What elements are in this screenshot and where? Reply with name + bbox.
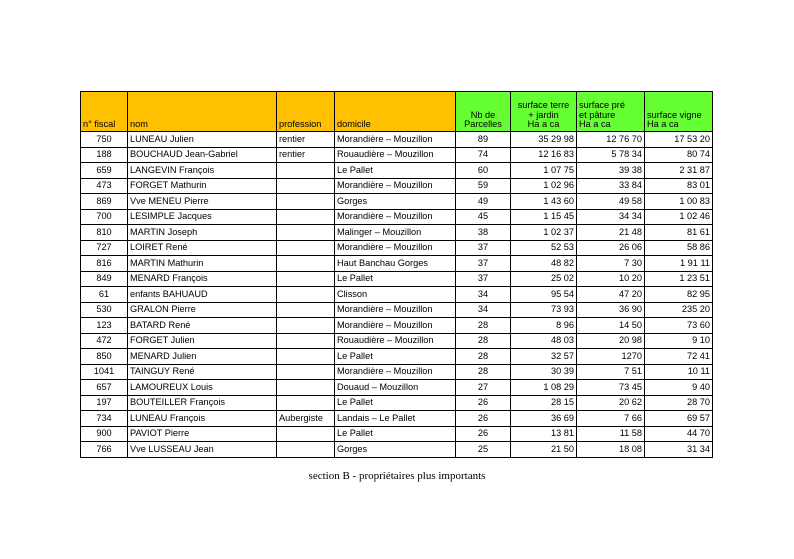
cell-surface-terre: 1 07 75 [511,163,577,179]
cell-fiscal: 657 [81,380,128,396]
cell-surface-vigne: 235 20 [645,302,713,318]
cell-domicile: Morandière – Mouzillon [335,178,456,194]
header-pre-line: et pâture [579,109,616,120]
cell-fiscal: 849 [81,271,128,287]
cell-nom: BOUCHAUD Jean-Gabriel [128,147,277,163]
cell-fiscal: 734 [81,411,128,427]
cell-domicile: Morandière – Mouzillon [335,132,456,148]
cell-nom: MENARD François [128,271,277,287]
cell-fiscal: 472 [81,333,128,349]
table-row [81,178,713,194]
cell-parcelles: 74 [456,147,511,163]
cell-surface-pre: 1270 [577,349,645,365]
table-row [81,271,713,287]
cell-surface-vigne: 9 40 [645,380,713,396]
table-row [81,287,713,303]
table-row [81,209,713,225]
cell-fiscal: 766 [81,442,128,458]
cell-parcelles: 28 [456,318,511,334]
cell-surface-pre: 21 48 [577,225,645,241]
cell-parcelles: 38 [456,225,511,241]
cell-surface-terre: 21 50 [511,442,577,458]
cell-profession [277,209,335,225]
cell-surface-pre: 11 58 [577,426,645,442]
cell-nom: FORGET Mathurin [128,178,277,194]
header-terre-units: Ha a ca [527,119,560,130]
cell-nom: Vve LUSSEAU Jean [128,442,277,458]
header-vigne-units: Ha a ca [647,119,679,130]
cell-profession [277,271,335,287]
table-body [81,132,713,458]
cell-surface-vigne: 1 23 51 [645,271,713,287]
cell-nom: BOUTEILLER François [128,395,277,411]
cell-nom: BATARD René [128,318,277,334]
cell-profession [277,318,335,334]
cell-surface-vigne: 72 41 [645,349,713,365]
cell-profession: Aubergiste [277,411,335,427]
cell-surface-terre: 32 57 [511,349,577,365]
cell-surface-terre: 28 15 [511,395,577,411]
cell-surface-terre: 8 96 [511,318,577,334]
cell-fiscal: 700 [81,209,128,225]
cell-parcelles: 89 [456,132,511,148]
cell-fiscal: 61 [81,287,128,303]
header-surface-terre [511,92,577,132]
cell-profession [277,256,335,272]
cell-domicile: Morandière – Mouzillon [335,209,456,225]
cell-nom: FORGET Julien [128,333,277,349]
landowners-table [80,91,713,458]
cell-surface-vigne: 31 34 [645,442,713,458]
cell-domicile: Le Pallet [335,426,456,442]
cell-parcelles: 37 [456,256,511,272]
cell-surface-vigne: 2 31 87 [645,163,713,179]
cell-nom: LUNEAU Julien [128,132,277,148]
cell-fiscal: 810 [81,225,128,241]
cell-surface-terre: 48 03 [511,333,577,349]
cell-domicile: Douaud – Mouzillon [335,380,456,396]
cell-profession [277,333,335,349]
cell-nom: Vve MENEU Pierre [128,194,277,210]
header-pre-line: surface pré [579,100,625,111]
cell-profession [277,240,335,256]
cell-nom: LAMOUREUX Louis [128,380,277,396]
table-row [81,318,713,334]
cell-surface-terre: 25 02 [511,271,577,287]
cell-profession [277,364,335,380]
table-row [81,395,713,411]
cell-surface-terre: 1 02 96 [511,178,577,194]
cell-nom: MENARD Julien [128,349,277,365]
cell-surface-vigne: 80 74 [645,147,713,163]
cell-fiscal: 197 [81,395,128,411]
cell-profession: rentier [277,147,335,163]
cell-nom: PAVIOT Pierre [128,426,277,442]
cell-surface-pre: 33 84 [577,178,645,194]
cell-nom: LOIRET René [128,240,277,256]
cell-surface-pre: 49 58 [577,194,645,210]
cell-domicile: Haut Banchau Gorges [335,256,456,272]
header-nom: nom [128,92,277,132]
cell-parcelles: 37 [456,271,511,287]
cell-domicile: Rouaudière – Mouzillon [335,147,456,163]
cell-profession [277,178,335,194]
cell-parcelles: 28 [456,333,511,349]
cell-domicile: Rouaudière – Mouzillon [335,333,456,349]
cell-surface-terre: 1 15 45 [511,209,577,225]
cell-domicile: Landais – Le Pallet [335,411,456,427]
cell-fiscal: 530 [81,302,128,318]
cell-profession [277,442,335,458]
cell-surface-vigne: 44 70 [645,426,713,442]
cell-domicile: Morandière – Mouzillon [335,318,456,334]
cell-parcelles: 28 [456,349,511,365]
cell-domicile: Gorges [335,194,456,210]
cell-surface-pre: 20 98 [577,333,645,349]
cell-surface-terre: 13 81 [511,426,577,442]
cell-domicile: Le Pallet [335,349,456,365]
header-surface-vigne [645,92,713,132]
cell-nom: enfants BAHUAUD [128,287,277,303]
cell-fiscal: 816 [81,256,128,272]
cell-surface-pre: 18 08 [577,442,645,458]
cell-surface-terre: 1 08 29 [511,380,577,396]
header-row [81,92,713,132]
header-surface-pre [577,92,645,132]
cell-fiscal: 727 [81,240,128,256]
cell-fiscal: 750 [81,132,128,148]
cell-domicile: Le Pallet [335,271,456,287]
cell-nom: MARTIN Joseph [128,225,277,241]
cell-fiscal: 900 [81,426,128,442]
table-row [81,256,713,272]
cell-fiscal: 188 [81,147,128,163]
header-profession: profession [277,92,335,132]
cell-surface-pre: 36 90 [577,302,645,318]
cell-parcelles: 59 [456,178,511,194]
table-row [81,380,713,396]
header-parcelles [456,92,511,132]
cell-profession [277,395,335,411]
cell-domicile: Morandière – Mouzillon [335,364,456,380]
cell-surface-pre: 20 62 [577,395,645,411]
cell-surface-vigne: 81 61 [645,225,713,241]
cell-parcelles: 34 [456,302,511,318]
cell-surface-vigne: 1 91 11 [645,256,713,272]
cell-surface-pre: 7 66 [577,411,645,427]
cell-domicile: Morandière – Mouzillon [335,302,456,318]
table-row [81,302,713,318]
header-vigne-line: surface vigne [647,109,702,120]
header-parcelles-line: Nb de [470,109,496,120]
cell-surface-terre: 1 43 60 [511,194,577,210]
cell-fiscal: 869 [81,194,128,210]
cell-parcelles: 26 [456,411,511,427]
cell-nom: LESIMPLE Jacques [128,209,277,225]
cell-nom: LUNEAU François [128,411,277,427]
cell-profession [277,426,335,442]
cell-parcelles: 60 [456,163,511,179]
cell-surface-vigne: 17 53 20 [645,132,713,148]
cell-surface-terre: 1 02 37 [511,225,577,241]
cell-surface-vigne: 28 70 [645,395,713,411]
cell-parcelles: 26 [456,395,511,411]
cell-parcelles: 49 [456,194,511,210]
cell-surface-terre: 12 16 83 [511,147,577,163]
cell-surface-pre: 10 20 [577,271,645,287]
cell-surface-vigne: 82 95 [645,287,713,303]
table-caption: section B - propriétaires plus importants [308,470,486,482]
cell-surface-vigne: 58 86 [645,240,713,256]
cell-surface-vigne: 1 00 83 [645,194,713,210]
cell-fiscal: 473 [81,178,128,194]
cell-fiscal: 1041 [81,364,128,380]
table-row [81,147,713,163]
table-row [81,132,713,148]
cell-surface-vigne: 83 01 [645,178,713,194]
table-row [81,426,713,442]
cell-profession [277,194,335,210]
cell-profession [277,163,335,179]
cell-profession: rentier [277,132,335,148]
header-terre-line: surface terre [517,100,570,111]
cell-surface-pre: 12 76 70 [577,132,645,148]
cell-profession [277,380,335,396]
cell-surface-pre: 73 45 [577,380,645,396]
cell-surface-terre: 95 54 [511,287,577,303]
cell-surface-terre: 48 82 [511,256,577,272]
cell-domicile: Le Pallet [335,395,456,411]
cell-surface-terre: 73 93 [511,302,577,318]
cell-surface-pre: 5 78 34 [577,147,645,163]
cell-surface-vigne: 1 02 46 [645,209,713,225]
cell-profession [277,349,335,365]
cell-surface-vigne: 10 11 [645,364,713,380]
header-fiscal: n° fiscal [81,92,128,132]
cell-fiscal: 850 [81,349,128,365]
table-row [81,349,713,365]
cell-nom: GRALON Pierre [128,302,277,318]
cell-parcelles: 25 [456,442,511,458]
cell-domicile: Clisson [335,287,456,303]
cell-nom: MARTIN Mathurin [128,256,277,272]
cell-fiscal: 123 [81,318,128,334]
cell-surface-vigne: 73 60 [645,318,713,334]
cell-surface-terre: 36 69 [511,411,577,427]
cell-surface-pre: 39 38 [577,163,645,179]
cell-nom: TAINGUY René [128,364,277,380]
cell-parcelles: 26 [456,426,511,442]
cell-surface-pre: 47 20 [577,287,645,303]
cell-surface-vigne: 69 57 [645,411,713,427]
cell-domicile: Le Pallet [335,163,456,179]
cell-parcelles: 28 [456,364,511,380]
cell-domicile: Malinger – Mouzillon [335,225,456,241]
cell-surface-vigne: 9 10 [645,333,713,349]
cell-profession [277,302,335,318]
cell-parcelles: 37 [456,240,511,256]
cell-parcelles: 45 [456,209,511,225]
table-row [81,225,713,241]
table-row [81,333,713,349]
table-row [81,442,713,458]
cell-surface-terre: 52 53 [511,240,577,256]
cell-fiscal: 659 [81,163,128,179]
cell-surface-pre: 34 34 [577,209,645,225]
cell-surface-terre: 30 39 [511,364,577,380]
table-row [81,194,713,210]
cell-nom: LANGEVIN François [128,163,277,179]
table-row [81,411,713,427]
cell-domicile: Gorges [335,442,456,458]
cell-surface-terre: 35 29 98 [511,132,577,148]
cell-parcelles: 34 [456,287,511,303]
table-row [81,364,713,380]
cell-surface-pre: 7 30 [577,256,645,272]
table-row [81,163,713,179]
cell-surface-pre: 26 06 [577,240,645,256]
header-terre-line: + jardin [528,109,559,120]
cell-domicile: Morandière – Mouzillon [335,240,456,256]
cell-profession [277,225,335,241]
cell-parcelles: 27 [456,380,511,396]
header-parcelles-line: Parcelles [464,119,502,130]
table-row [81,240,713,256]
header-domicile: domicile [335,92,456,132]
cell-surface-pre: 14 50 [577,318,645,334]
cell-surface-pre: 7 51 [577,364,645,380]
header-pre-units: Ha a ca [579,119,611,130]
cell-profession [277,287,335,303]
